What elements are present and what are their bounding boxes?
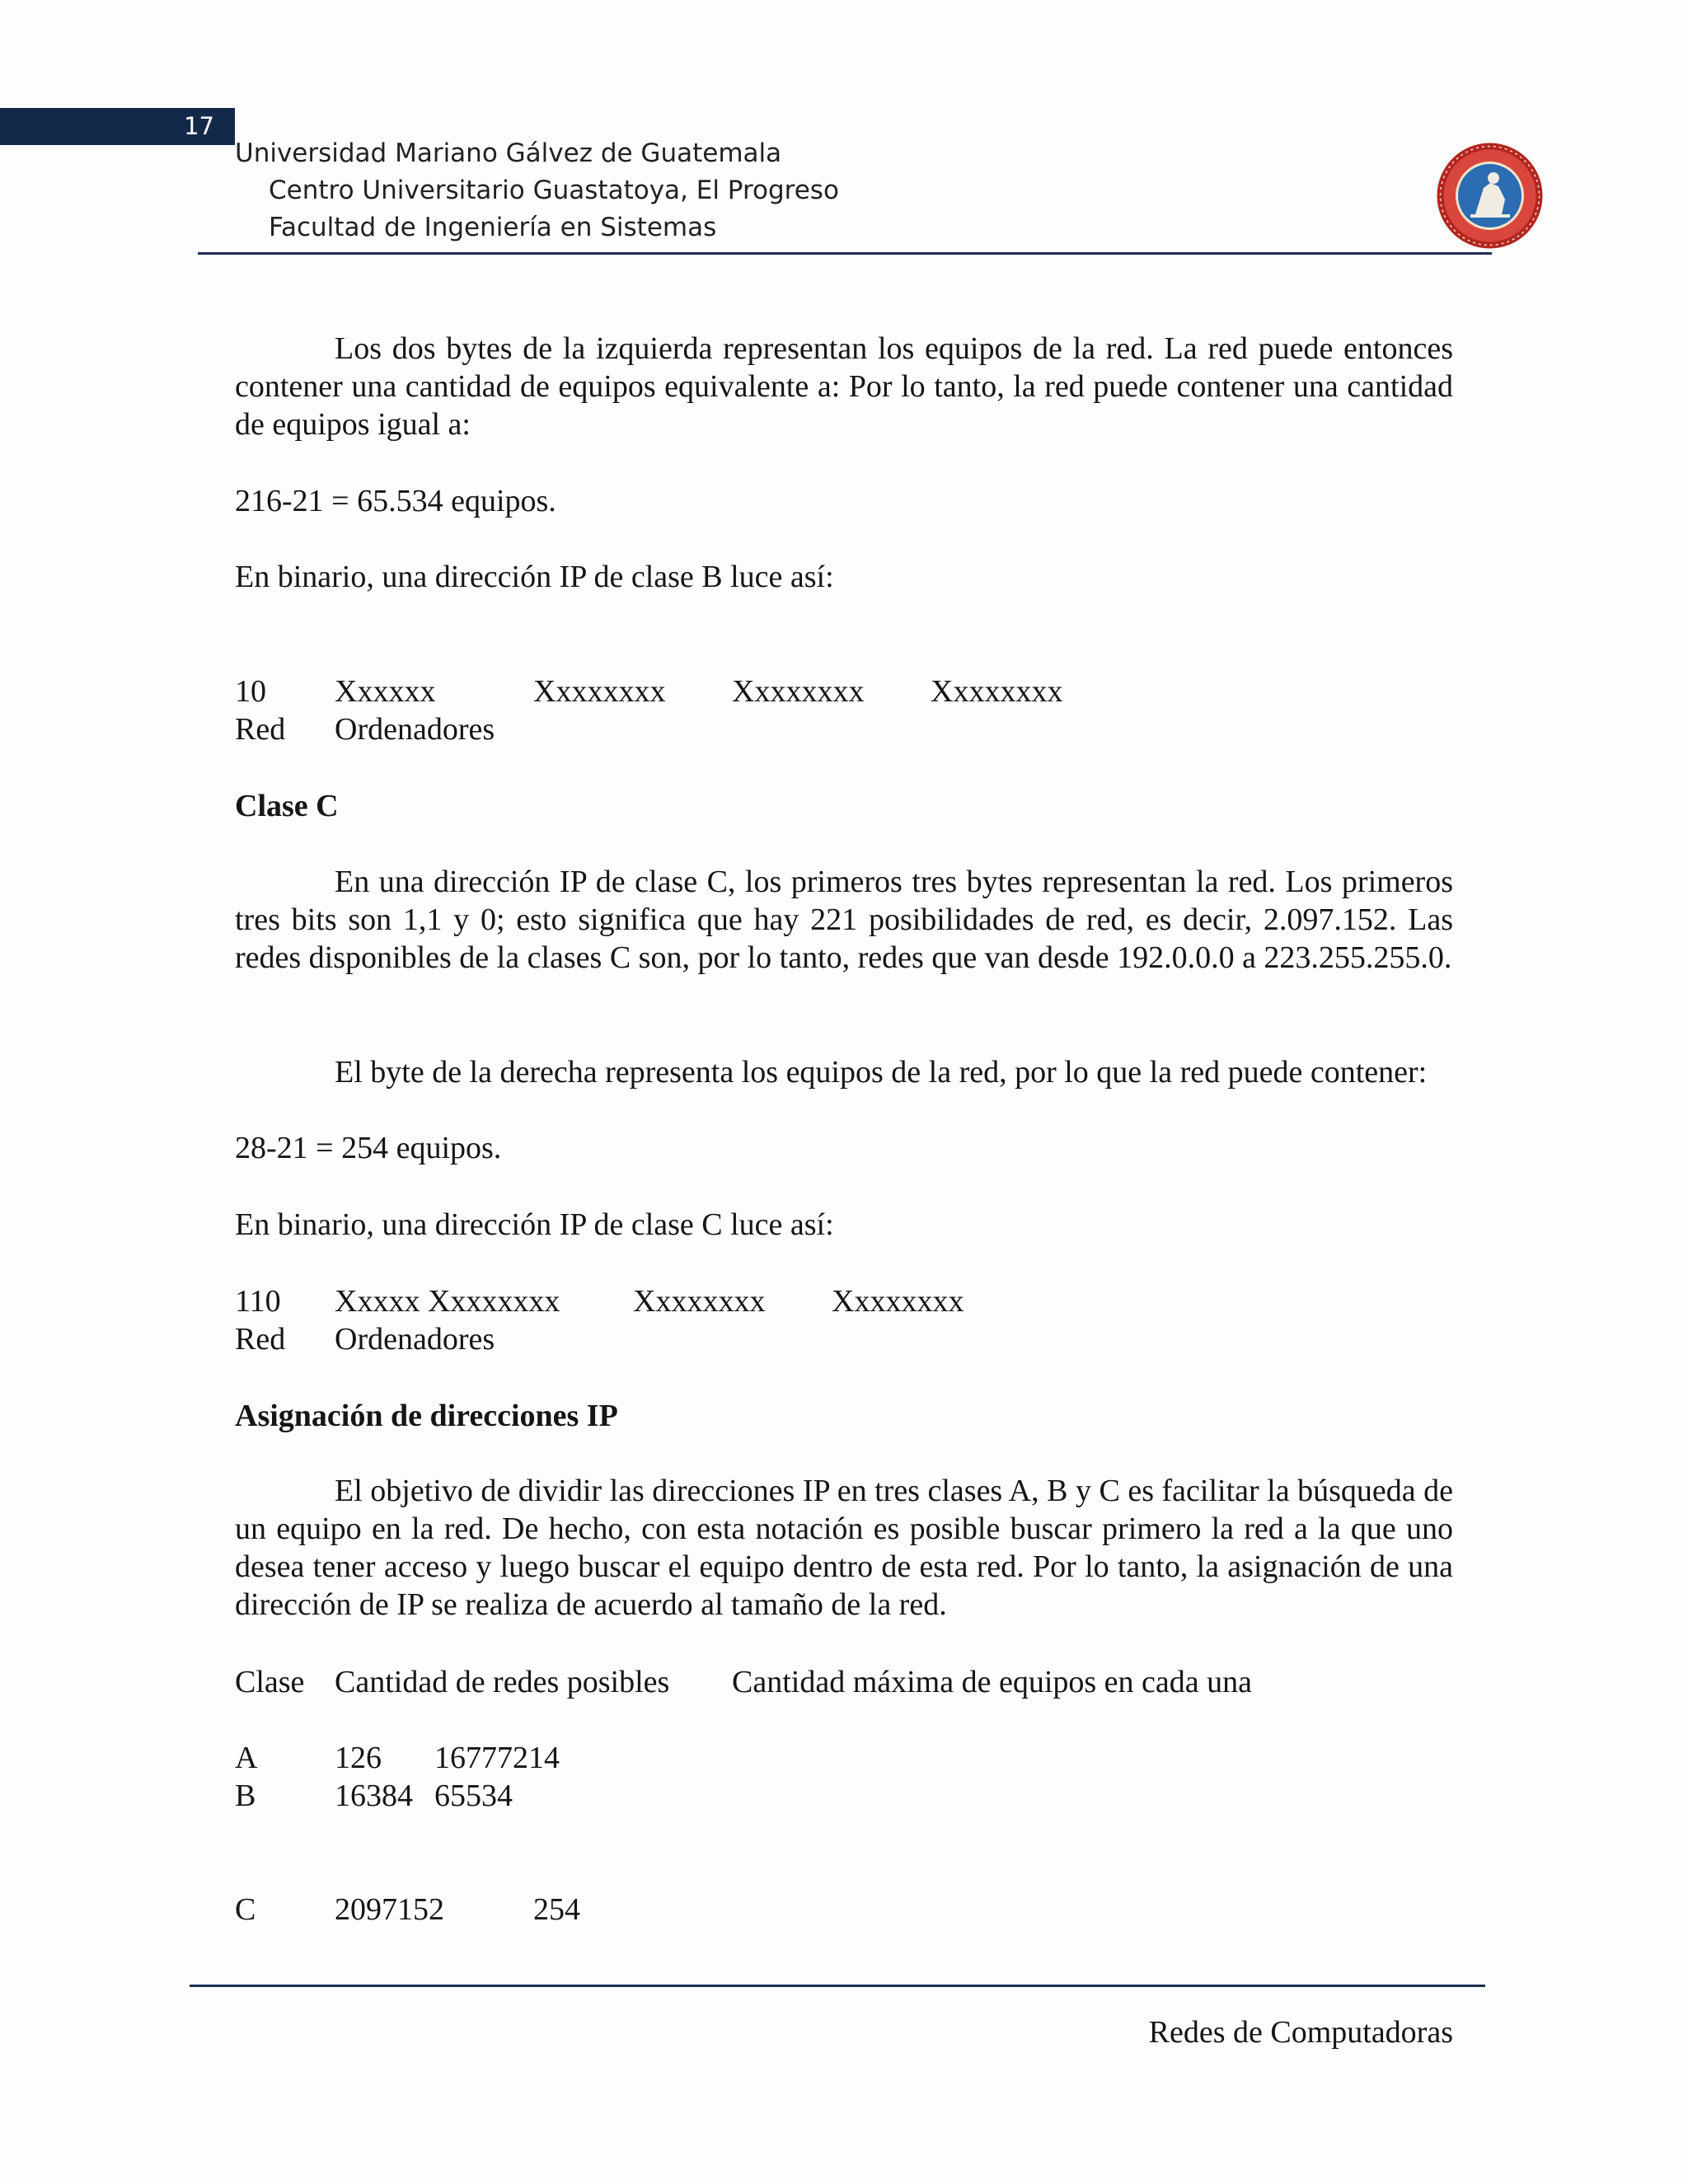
paragraph-class-b-hosts: Los dos bytes de la izquierda representan los equipos de la red. La red puede entonces contener una cantidad de equipos equivalente a: Por lo tanto, la red puede contener una cantidad de equipos igual a: bbox=[235, 331, 1453, 442]
class-b-bits-host1: Xxxxxx bbox=[335, 674, 436, 709]
table-row-a-networks: 126 bbox=[335, 1741, 382, 1775]
university-seal-icon bbox=[1434, 140, 1545, 251]
footer-rule bbox=[190, 1985, 1485, 1987]
table-row-a-class: A bbox=[235, 1741, 258, 1775]
class-c-bits-host: Xxxxxxxx bbox=[832, 1284, 964, 1319]
paragraph-class-c: En una dirección IP de clase C, los primeros tres bytes representan la red. Los primeros tres bits son 1,1 y 0; esto significa que hay 221 posibilidades de red, es decir, 2.097.152. Las redes disponibles de la clases C son, por lo tanto, redes que van desde 192.0.0.0 a 223.255.255.0. bbox=[235, 865, 1453, 975]
equation-class-c: 28-21 = 254 equipos. bbox=[235, 1131, 502, 1165]
class-b-bits-host3: Xxxxxxxx bbox=[732, 674, 865, 709]
class-c-bits-network: 110 bbox=[235, 1284, 281, 1319]
table-row-c-hosts: 254 bbox=[533, 1892, 580, 1927]
header-university: Universidad Mariano Gálvez de Guatemala bbox=[235, 138, 782, 168]
page-number-badge: 17 bbox=[0, 108, 235, 145]
table-row-b-hosts: 65534 bbox=[434, 1779, 513, 1813]
header-center: Centro Universitario Guastatoya, El Progreso bbox=[269, 176, 839, 205]
class-b-bits-network: 10 bbox=[235, 674, 266, 709]
class-b-bits-host2: Xxxxxxxx bbox=[533, 674, 666, 709]
table-header-class: Clase bbox=[235, 1665, 305, 1699]
class-c-bits-net2: Xxxxx Xxxxxxxx bbox=[335, 1284, 560, 1319]
class-c-label-hosts: Ordenadores bbox=[335, 1322, 495, 1357]
table-row-b-networks: 16384 bbox=[335, 1779, 413, 1813]
class-c-bits-net3: Xxxxxxxx bbox=[633, 1284, 766, 1319]
table-row-c-networks: 2097152 bbox=[335, 1892, 444, 1927]
table-row-c-class: C bbox=[235, 1892, 256, 1927]
paragraph-ip-assignment: El objetivo de dividir las direcciones IP en tres clases A, B y C es facilitar la búsqueda de un equipo en la red. De hecho, con esta notación es posible buscar primero la red a la que uno desea tener acceso y luego buscar el equipo dentro de esta red. Por lo tanto, la asignación de una dirección de IP se realiza de acuerdo al tamaño de la red. bbox=[235, 1474, 1453, 1622]
class-b-bits-host4: Xxxxxxxx bbox=[931, 674, 1063, 709]
table-header-hosts: Cantidad máxima de equipos en cada una bbox=[732, 1665, 1253, 1699]
class-c-binary-intro: En binario, una dirección IP de clase C luce así: bbox=[235, 1207, 834, 1242]
paragraph-class-c-hosts: El byte de la derecha representa los equipos de la red, por lo que la red puede contener: bbox=[335, 1055, 1428, 1090]
footer-title: Redes de Computadoras bbox=[1148, 2015, 1453, 2050]
heading-class-c: Clase C bbox=[235, 789, 339, 823]
class-b-label-red: Red bbox=[235, 712, 286, 747]
table-row-a-hosts: 16777214 bbox=[434, 1741, 560, 1775]
heading-ip-assignment: Asignación de direcciones IP bbox=[235, 1399, 618, 1433]
table-header-networks: Cantidad de redes posibles bbox=[335, 1665, 670, 1699]
table-row-b-class: B bbox=[235, 1779, 256, 1813]
class-c-label-red: Red bbox=[235, 1322, 286, 1357]
class-b-binary-intro: En binario, una dirección IP de clase B luce así: bbox=[235, 560, 834, 594]
header-faculty: Facultad de Ingeniería en Sistemas bbox=[269, 213, 717, 242]
equation-class-b: 216-21 = 65.534 equipos. bbox=[235, 484, 556, 518]
header-rule bbox=[198, 252, 1492, 255]
class-b-label-hosts: Ordenadores bbox=[335, 712, 495, 747]
